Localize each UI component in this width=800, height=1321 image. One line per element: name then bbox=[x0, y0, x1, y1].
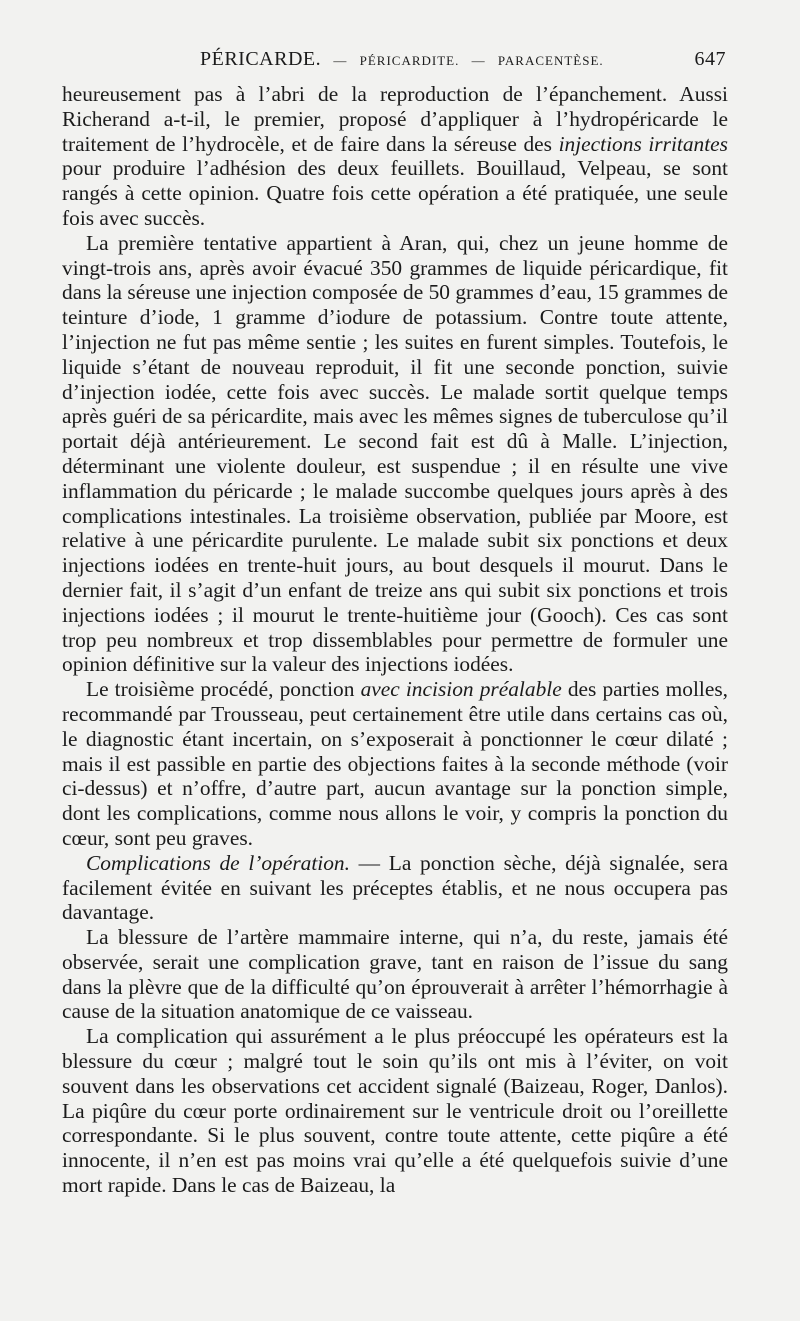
paragraph-p6 bbox=[62, 1024, 728, 1198]
text-run: La complication qui assurément a le plus préoccupé les opérateurs est la blessure du cœur ; malgré tout le soin qu’ils ont mis à l’éviter, on voit souvent dans les observations cet accident signalé (Baizeau, Roger, Danlos). La piqûre du cœur porte ordinairement sur le ventricule droit ou l’oreillette correspondante. Si le plus souvent, contre toute attente, cette piqûre a été innocente, il n’en est pas moins vrai qu’elle a été quelquefois suivie d’une mort rapide. Dans le cas de Baizeau, la bbox=[62, 1024, 728, 1198]
header-separator: — bbox=[333, 53, 348, 68]
paragraph-p4 bbox=[62, 851, 728, 925]
italic-phrase: avec incision préalable bbox=[360, 677, 562, 702]
running-header bbox=[200, 48, 726, 74]
text-run: pour produire l’adhésion des deux feuillets. Bouillaud, Velpeau, se sont rangés à cette opinion. Quatre fois cette opération a été pratiquée, une seule fois avec succès. bbox=[62, 156, 728, 230]
text-run: des parties molles, recommandé par Trousseau, peut certainement être utile dans certains cas où, le diagnostic étant incertain, on s’exposerait à ponctionner le cœur dilaté ; mais il est passible en partie des objections faites à la seconde méthode (voir ci-dessus) et n’offre, d’autre part, aucun avantage sur la ponction simple, dont les complications, comme nous allons le voir, y compris la ponction du cœur, sont peu graves. bbox=[62, 677, 728, 850]
text-run: heureusement pas à l’abri de la reproduction de l’épanchement. Aussi Richerand a-t-il, le premier, proposé d’appliquer à l’hydropéricarde le traitement de l’hydrocèle, et de faire dans la séreuse des bbox=[62, 82, 728, 156]
body-text bbox=[62, 82, 728, 1198]
text-run: La blessure de l’artère mammaire interne, qui n’a, du reste, jamais été observée, serait une complication grave, tant en raison de l’issue du sang dans la plèvre que de la difficulté qu’on éprouverait à arrêter l’hémorrhagie à cause de la situation anatomique de ce vaisseau. bbox=[62, 925, 728, 1024]
header-subtitle-2: PARACENTÈSE. bbox=[497, 53, 604, 68]
italic-phrase: injections irritantes bbox=[558, 131, 728, 156]
paragraph-p5 bbox=[62, 925, 728, 1024]
header-title: PÉRICARDE. bbox=[200, 48, 322, 70]
paragraph-p3 bbox=[62, 677, 728, 851]
italic-phrase: Complications de l’opération. bbox=[86, 850, 350, 875]
header-subtitle-1: PÉRICARDITE. bbox=[359, 53, 460, 68]
paragraph-p1 bbox=[62, 82, 728, 231]
header-separator: — bbox=[471, 53, 486, 68]
paragraph-p2 bbox=[62, 231, 728, 677]
text-run: — La ponction sèche, déjà signalée, sera facilement évitée en suivant les préceptes établis, et ne nous occupera pas davantage. bbox=[62, 850, 728, 925]
text-run: La première tentative appartient à Aran, qui, chez un jeune homme de vingt-trois ans, après avoir évacué 350 grammes de liquide péricardique, fit dans la séreuse une injection composée de 50 grammes d’eau, 15 grammes de teinture d’iode, 1 gramme d’iodure de potassium. Contre toute attente, l’injection ne fut pas même sentie ; les suites en furent simples. Toutefois, le liquide s’étant de nouveau reproduit, il fit une seconde ponction, suivie d’injection iodée, cette fois avec succès. Le malade sortit quelque temps après guéri de sa péricardite, mais avec les mêmes signes de tuberculose qu’il portait déjà antérieurement. Le second fait est dû à Malle. L’injection, déterminant une violente douleur, est suspendue ; il en résulte une vive inflammation du péricarde ; le malade succombe quelques jours après à des complications intestinales. La troisième observation, publiée par Moore, est relative à une péricardite purulente. Le malade subit six ponctions et deux injections iodées en trente-huit jours, au bout desquels il mourut. Dans le dernier fait, il s’agit d’un enfant de treize ans qui subit six ponctions et trois injections iodées ; il mourut le trente-huitième jour (Gooch). Ces cas sont trop peu nombreux et trop dissemblables pour permettre de formuler une opinion définitive sur la valeur des injections iodées. bbox=[62, 230, 728, 677]
page-number: 647 bbox=[694, 48, 726, 70]
text-run: Le troisième procédé, ponction bbox=[86, 677, 361, 702]
